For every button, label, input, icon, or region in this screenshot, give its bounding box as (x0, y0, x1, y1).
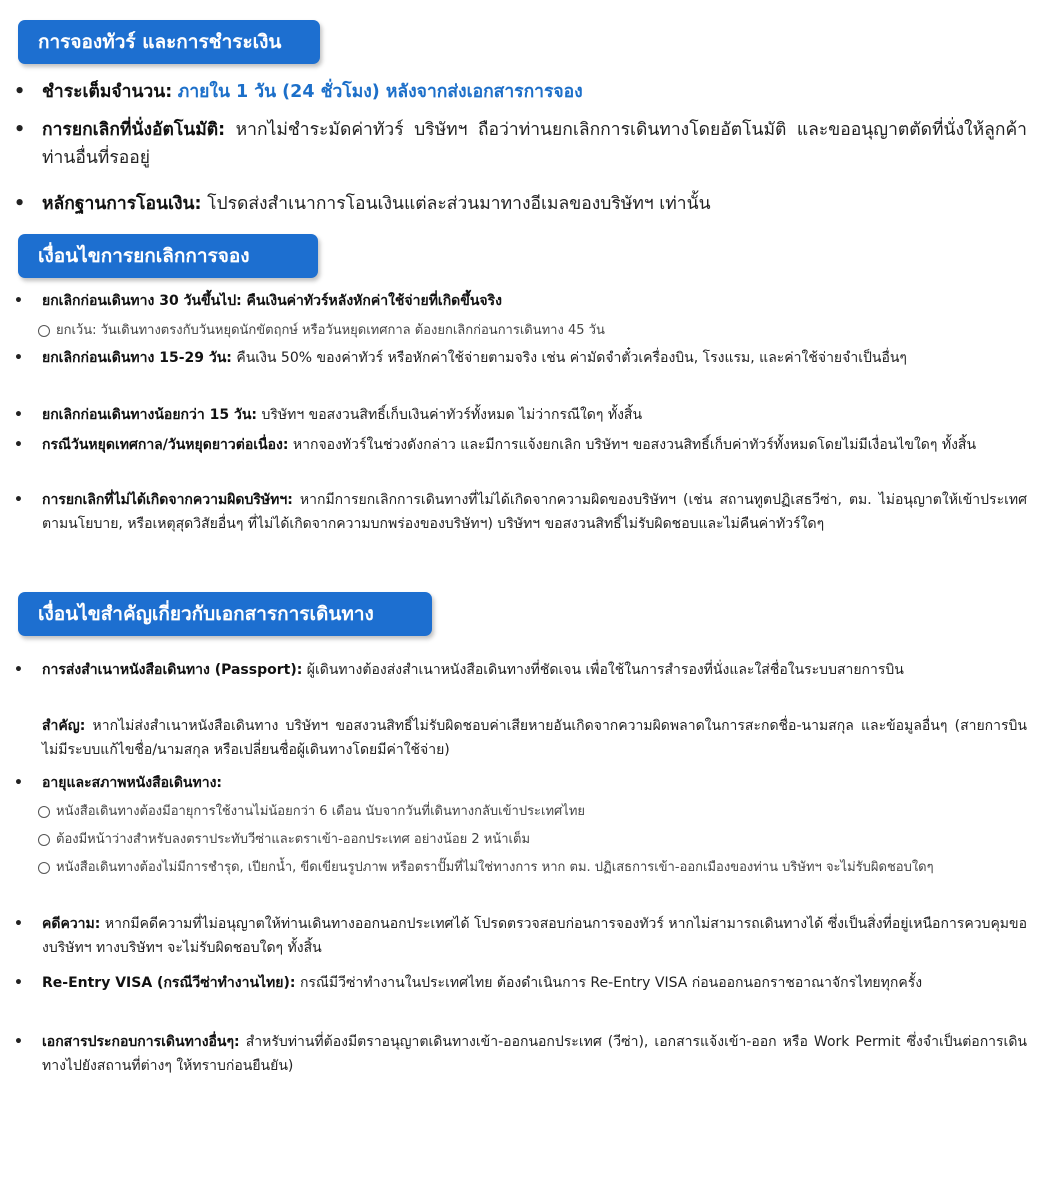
list-item: • ยกเลิกก่อนเดินทาง 15-29 วัน: คืนเงิน 50% ของค่าทัวร์ หรือหักค่าใช้จ่ายตามจริง เช่น ค่ามัดจำตั๋วเครื่องบิน, โรงแรม, และค่าใช้จ่ายจำเป็นอื่นๆ (14, 350, 907, 366)
list-item: • การยกเลิกที่ไม่ได้เกิดจากความผิดบริษัทฯ: หากมีการยกเลิกการเดินทางที่ไม่ได้เกิดจากความผิดของบริษัทฯ (เช่น สถานทูตปฏิเสธวีซ่า, ตม. ไม่อนุญาตให้เข้าประเทศตามนโยบาย, หรือเหตุสุดวิสัยอื่นๆ ที่ไม่ได้เกิดจากความบกพร่องของบริษัทฯ) บริษัทฯ ขอสงวนสิทธิ์ไม่รับผิดชอบและไม่คืนค่าทัวร์ใดๆ (14, 492, 1027, 532)
item-label: อายุและสภาพหนังสือเดินทาง: (42, 775, 223, 791)
item-text: ผู้เดินทางต้องส่งสำเนาหนังสือเดินทางที่ชัดเจน เพื่อใช้ในการสำรองที่นั่งและใส่ชื่อในระบบสายการบิน (306, 662, 904, 678)
item-label: สำคัญ: (42, 718, 86, 734)
item-label: ยกเลิกก่อนเดินทาง 30 วันขึ้นไป: คืนเงินค่าทัวร์หลังหักค่าใช้จ่ายที่เกิดขึ้นจริง (42, 293, 502, 309)
item-text: หากมีคดีความที่ไม่อนุญาตให้ท่านเดินทางออกนอกประเทศได้ โปรดตรวจสอบก่อนการจองทัวร์ หากไม่สามารถเดินทางได้ ซึ่งเป็นสิ่งที่อยู่เหนือการควบคุมของบริษัทฯ ทางบริษัทฯ จะไม่รับผิดชอบใดๆ ทั้งสิ้น (42, 916, 1028, 956)
item-label: หลักฐานการโอนเงิน: (42, 194, 202, 214)
list-item: • ยกเลิกก่อนเดินทางน้อยกว่า 15 วัน: บริษัทฯ ขอสงวนสิทธิ์เก็บเงินค่าทัวร์ทั้งหมด ไม่ว่ากรณีใดๆ ทั้งสิ้น (14, 407, 643, 423)
section-header-documents: เงื่อนไขสำคัญเกี่ยวกับเอกสารการเดินทาง (18, 592, 432, 636)
item-label: กรณีวันหยุดเทศกาล/วันหยุดยาวต่อเนื่อง: (42, 437, 289, 453)
item-label: คดีความ: (42, 916, 101, 932)
list-item: • อายุและสภาพหนังสือเดินทาง: (14, 775, 223, 791)
item-label: Re-Entry VISA (กรณีวีซ่าทำงานไทย): (42, 975, 296, 991)
list-item: • คดีความ: หากมีคดีความที่ไม่อนุญาตให้ท่านเดินทางออกนอกประเทศได้ โปรดตรวจสอบก่อนการจองทัวร์ หากไม่สามารถเดินทางได้ ซึ่งเป็นสิ่งที่อยู่เหนือการควบคุมของบริษัทฯ ทางบริษัทฯ จะไม่รับผิดชอบใดๆ ทั้งสิ้น (14, 916, 1028, 956)
item-label: การยกเลิกที่นั่งอัตโนมัติ: (42, 120, 226, 140)
item-label: การส่งสำเนาหนังสือเดินทาง (Passport): (42, 662, 303, 678)
sub-item: ยกเว้น: วันเดินทางตรงกับวันหยุดนักขัตฤกษ์ หรือวันหยุดเทศกาล ต้องยกเลิกก่อนการเดินทาง 45 วัน (38, 320, 1027, 342)
item-text: ภายใน 1 วัน (24 ชั่วโมง) หลังจากส่งเอกสารการจอง (177, 82, 583, 102)
list-item: • การยกเลิกที่นั่งอัตโนมัติ: หากไม่ชำระมัดค่าทัวร์ บริษัทฯ ถือว่าท่านยกเลิกการเดินทางโดยอัตโนมัติ และขออนุญาตตัดที่นั่งให้ลูกค้าท่านอื่นที่รออยู่ (14, 120, 1027, 168)
circle-bullet-icon (38, 834, 50, 846)
item-label: ชำระเต็มจำนวน: (42, 82, 173, 102)
item-text: หากจองทัวร์ในช่วงดังกล่าว และมีการแจ้งยกเลิก บริษัทฯ ขอสงวนสิทธิ์เก็บค่าทัวร์ทั้งหมดโดยไม่มีเงื่อนไขใดๆ ทั้งสิ้น (292, 437, 977, 453)
list-item: • เอกสารประกอบการเดินทางอื่นๆ: สำหรับท่านที่ต้องมีตราอนุญาตเดินทางเข้า-ออกนอกประเทศ (วีซ่า), เอกสารแจ้งเข้า-ออก หรือ Work Permit ซึ่งจำเป็นต่อการเดินทางไปยังสถานที่ต่างๆ ให้ทราบก่อนยืนยัน) (14, 1034, 1028, 1074)
item-text: บริษัทฯ ขอสงวนสิทธิ์เก็บเงินค่าทัวร์ทั้งหมด ไม่ว่ากรณีใดๆ ทั้งสิ้น (261, 407, 643, 423)
item-text: คืนเงิน 50% ของค่าทัวร์ หรือหักค่าใช้จ่ายตามจริง เช่น ค่ามัดจำตั๋วเครื่องบิน, โรงแรม, และค่าใช้จ่ายจำเป็นอื่นๆ (236, 350, 907, 366)
list-item: • การส่งสำเนาหนังสือเดินทาง (Passport): ผู้เดินทางต้องส่งสำเนาหนังสือเดินทางที่ชัดเจน เพื่อใช้ในการสำรองที่นั่งและใส่ชื่อในระบบสายการบิน (14, 662, 904, 678)
list-item: • กรณีวันหยุดเทศกาล/วันหยุดยาวต่อเนื่อง: หากจองทัวร์ในช่วงดังกล่าว และมีการแจ้งยกเลิก บริษัทฯ ขอสงวนสิทธิ์เก็บค่าทัวร์ทั้งหมดโดยไม่มีเงื่อนไขใดๆ ทั้งสิ้น (14, 437, 977, 453)
list-item: • หลักฐานการโอนเงิน: โปรดส่งสำเนาการโอนเงินแต่ละส่วนมาทางอีเมลของบริษัทฯ เท่านั้น (14, 194, 711, 214)
item-text: สำหรับท่านที่ต้องมีตราอนุญาตเดินทางเข้า-ออกนอกประเทศ (วีซ่า), เอกสารแจ้งเข้า-ออก หรือ Work Permit ซึ่งจำเป็นต่อการเดินทางไปยังสถานที่ต่างๆ ให้ทราบก่อนยืนยัน) (42, 1034, 1028, 1074)
section-header-booking: การจองทัวร์ และการชำระเงิน (18, 20, 320, 64)
item-text: หากไม่ชำระมัดค่าทัวร์ บริษัทฯ ถือว่าท่านยกเลิกการเดินทางโดยอัตโนมัติ และขออนุญาตตัดที่นั่งให้ลูกค้าท่านอื่นที่รออยู่ (42, 120, 1027, 168)
item-label: ยกเลิกก่อนเดินทางน้อยกว่า 15 วัน: (42, 407, 257, 423)
section-header-cancel: เงื่อนไขการยกเลิกการจอง (18, 234, 318, 278)
list-item: • ยกเลิกก่อนเดินทาง 30 วันขึ้นไป: คืนเงินค่าทัวร์หลังหักค่าใช้จ่ายที่เกิดขึ้นจริง (14, 293, 502, 309)
item-text: หากมีการยกเลิกการเดินทางที่ไม่ได้เกิดจากความผิดของบริษัทฯ (เช่น สถานทูตปฏิเสธวีซ่า, ตม. ไม่อนุญาตให้เข้าประเทศตามนโยบาย, หรือเหตุสุดวิสัยอื่นๆ ที่ไม่ได้เกิดจากความบกพร่องของบริษัทฯ) บริษัทฯ ขอสงวนสิทธิ์ไม่รับผิดชอบและไม่คืนค่าทัวร์ใดๆ (42, 492, 1027, 532)
sub-item: หนังสือเดินทางต้องไม่มีการชำรุด, เปียกน้ำ, ขีดเขียนรูปภาพ หรือตราปั๊มที่ไม่ใช่ทางการ หาก ตม. ปฏิเสธการเข้า-ออกเมืองของท่าน บริษัทฯ จะไม่รับผิดชอบใดๆ (38, 857, 1027, 879)
item-text: โปรดส่งสำเนาการโอนเงินแต่ละส่วนมาทางอีเมลของบริษัทฯ เท่านั้น (207, 194, 711, 214)
note-item (14, 714, 1027, 762)
list-item: • ชำระเต็มจำนวน: ภายใน 1 วัน (24 ชั่วโมง) หลังจากส่งเอกสารการจอง (14, 82, 583, 102)
item-label: ยกเลิกก่อนเดินทาง 15-29 วัน: (42, 350, 232, 366)
item-label: การยกเลิกที่ไม่ได้เกิดจากความผิดบริษัทฯ: (42, 492, 293, 508)
item-label: เอกสารประกอบการเดินทางอื่นๆ: (42, 1034, 240, 1050)
list-item: • Re-Entry VISA (กรณีวีซ่าทำงานไทย): กรณีมีวีซ่าทำงานในประเทศไทย ต้องดำเนินการ Re-Entry VISA ก่อนออกนอกราชอาณาจักรไทยทุกครั้ง (14, 975, 923, 991)
item-text: กรณีมีวีซ่าทำงานในประเทศไทย ต้องดำเนินการ Re-Entry VISA ก่อนออกนอกราชอาณาจักรไทยทุกครั้ง (299, 975, 923, 991)
circle-bullet-icon (38, 806, 50, 818)
sub-item: หนังสือเดินทางต้องมีอายุการใช้งานไม่น้อยกว่า 6 เดือน นับจากวันที่เดินทางกลับเข้าประเทศไทย (38, 801, 1027, 823)
circle-bullet-icon (38, 862, 50, 874)
item-text: หากไม่ส่งสำเนาหนังสือเดินทาง บริษัทฯ ขอสงวนสิทธิ์ไม่รับผิดชอบค่าเสียหายอันเกิดจากความผิดพลาดในการสะกดชื่อ-นามสกุล และข้อมูลอื่นๆ (สายการบินไม่มีระบบแก้ไขชื่อ/นามสกุล หรือเปลี่ยนชื่อผู้เดินทางโดยมีค่าใช้จ่าย) (42, 718, 1027, 758)
circle-bullet-icon (38, 325, 50, 337)
sub-item: ต้องมีหน้าว่างสำหรับลงตราประทับวีซ่าและตราเข้า-ออกประเทศ อย่างน้อย 2 หน้าเต็ม (38, 829, 1027, 851)
